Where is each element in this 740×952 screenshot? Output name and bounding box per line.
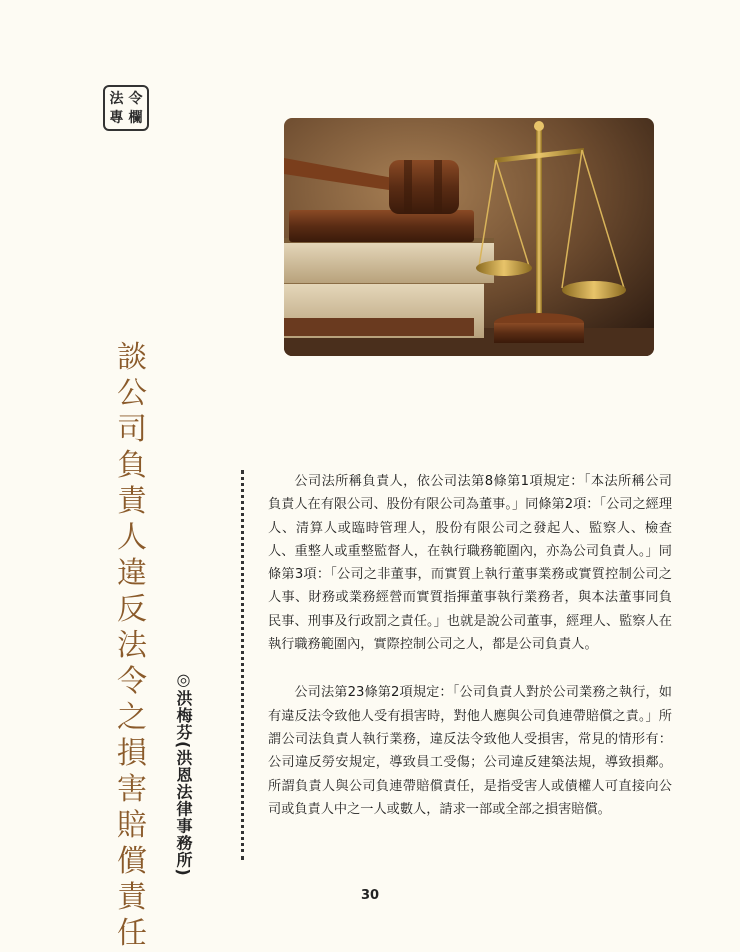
title-char: 害	[117, 772, 147, 807]
gavel-scales-illustration	[284, 118, 654, 356]
title-char: 違	[117, 556, 147, 591]
author-byline: ◎洪梅芬(洪恩法律事務所)	[174, 670, 193, 877]
article-body	[268, 470, 672, 846]
badge-char: 專	[109, 109, 124, 126]
title-char: 公	[117, 376, 147, 411]
title-char: 賠	[117, 808, 147, 843]
gavel-and-scales-photo	[284, 118, 654, 356]
title-char: 司	[117, 412, 147, 447]
title-char: 責	[117, 880, 147, 915]
dotted-divider	[241, 470, 244, 860]
title-char: 談	[117, 340, 147, 375]
title-char: 償	[117, 844, 147, 879]
title-char: 負	[117, 448, 147, 483]
badge-char: 法	[109, 90, 124, 107]
title-char: 反	[117, 592, 147, 627]
title-char: 責	[117, 484, 147, 519]
title-char: 人	[117, 520, 147, 555]
column-badge	[103, 85, 149, 131]
paragraph: 公司法所稱負責人，依公司法第8條第1項規定：「本法所稱公司負責人在有限公司、股份有限公司為董事。」同條第2項：「公司之經理人、清算人或臨時管理人，股份有限公司之發起人、監察人、檢查人、重整人或重整監督人，在執行職務範圍內，亦為公司負責人。」同條第3項：「公司之非董事，而實質上執行董事業務或實質控制公司之人事、財務或業務經營而實質指揮董事執行業務者，與本法董事同負民事、刑事及行政罰之責任。」也就是說公司董事，經理人、監察人在執行職務範圍內，實際控制公司之人，都是公司負責人。	[268, 474, 672, 653]
article-title-vertical	[112, 340, 152, 952]
title-char: 令	[117, 664, 147, 699]
badge-char: 欄	[128, 109, 143, 126]
title-char: 任	[117, 916, 147, 951]
title-char: 法	[117, 628, 147, 663]
title-char: 之	[117, 700, 147, 735]
paragraph: 公司法第23條第2項規定：「公司負責人對於公司業務之執行，如有違反法令致他人受有損害時，對他人應與公司負連帶賠償之責。」所謂公司法負責人執行業務，違反法令致他人受損害，常見的情形有：公司違反勞安規定，導致員工受傷；公司違反建築法規，導致損鄰。所謂負責人與公司負連帶賠償責任，是指受害人或債權人可直接向公司或負責人中之一人或數人，請求一部或全部之損害賠償。	[268, 685, 672, 817]
page-number: 30	[360, 888, 380, 903]
title-char: 損	[117, 736, 147, 771]
badge-char: 令	[128, 90, 143, 107]
